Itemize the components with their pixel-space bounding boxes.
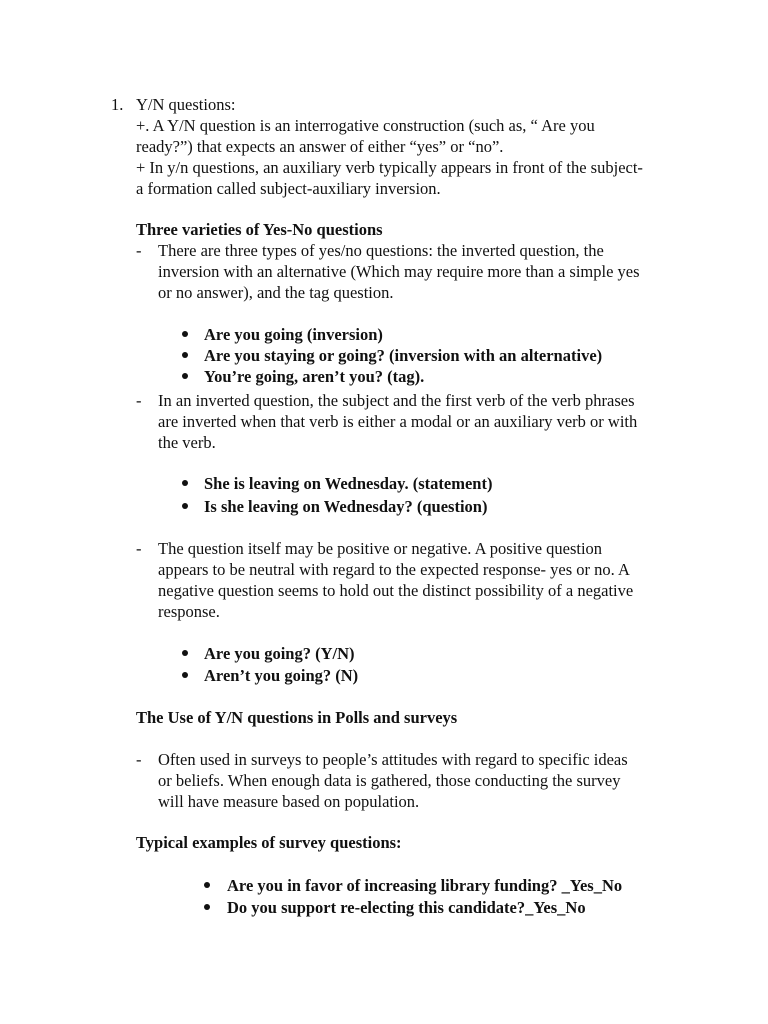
- paragraph-line: Often used in surveys to people’s attitudes with regard to specific ideas: [158, 750, 628, 769]
- paragraph-line: the verb.: [158, 433, 216, 452]
- bullet-dot: [182, 672, 188, 678]
- paragraph-line: will have measure based on population.: [158, 792, 420, 811]
- definition-line: ready?”) that expects an answer of either “yes” or “no”.: [136, 137, 504, 156]
- section-heading: The Use of Y/N questions in Polls and surveys: [136, 708, 458, 727]
- example-item: Is she leaving on Wednesday? (question): [204, 497, 488, 516]
- paragraph-line: or no answer), and the tag question.: [158, 283, 394, 302]
- definition-line: +. A Y/N question is an interrogative construction (such as, “ Are you: [136, 116, 595, 135]
- bullet-dot: [182, 503, 188, 509]
- bullet-dot: [204, 904, 210, 910]
- example-item: Are you going (inversion): [204, 325, 383, 344]
- definition-line: + In y/n questions, an auxiliary verb typically appears in front of the subject-: [136, 158, 643, 177]
- survey-question: Are you in favor of increasing library funding? _Yes_No: [227, 876, 623, 895]
- paragraph-line: or beliefs. When enough data is gathered, those conducting the survey: [158, 771, 621, 790]
- bullet-dot: [182, 352, 188, 358]
- dash-marker: -: [136, 241, 142, 260]
- example-item: Aren’t you going? (N): [204, 666, 359, 685]
- bullet-dot: [182, 480, 188, 486]
- paragraph-line: response.: [158, 602, 220, 621]
- paragraph-line: negative question seems to hold out the distinct possibility of a negative: [158, 581, 634, 600]
- list-number: 1.: [111, 95, 124, 114]
- section-heading: Three varieties of Yes-No questions: [136, 220, 383, 239]
- example-item: She is leaving on Wednesday. (statement): [204, 474, 493, 493]
- paragraph-line: There are three types of yes/no questions: the inverted question, the: [158, 241, 604, 260]
- paragraph-line: The question itself may be positive or negative. A positive question: [158, 539, 603, 558]
- paragraph-line: In an inverted question, the subject and the first verb of the verb phrases: [158, 391, 635, 410]
- definition-line: a formation called subject-auxiliary inversion.: [136, 179, 441, 198]
- section-heading: Typical examples of survey questions:: [136, 833, 402, 852]
- bullet-dot: [204, 882, 210, 888]
- example-item: Are you going? (Y/N): [204, 644, 355, 663]
- paragraph-line: inversion with an alternative (Which may require more than a simple yes: [158, 262, 640, 281]
- dash-marker: -: [136, 539, 142, 558]
- paragraph-line: are inverted when that verb is either a modal or an auxiliary verb or with: [158, 412, 638, 431]
- bullet-dot: [182, 331, 188, 337]
- example-item: Are you staying or going? (inversion with an alternative): [204, 346, 603, 365]
- example-item: You’re going, aren’t you? (tag).: [204, 367, 425, 386]
- survey-question: Do you support re-electing this candidate?_Yes_No: [227, 898, 586, 917]
- bullet-dot: [182, 650, 188, 656]
- bullet-dot: [182, 373, 188, 379]
- paragraph-line: appears to be neutral with regard to the expected response- yes or no. A: [158, 560, 630, 579]
- dash-marker: -: [136, 750, 142, 769]
- dash-marker: -: [136, 391, 142, 410]
- section-title: Y/N questions:: [136, 95, 236, 114]
